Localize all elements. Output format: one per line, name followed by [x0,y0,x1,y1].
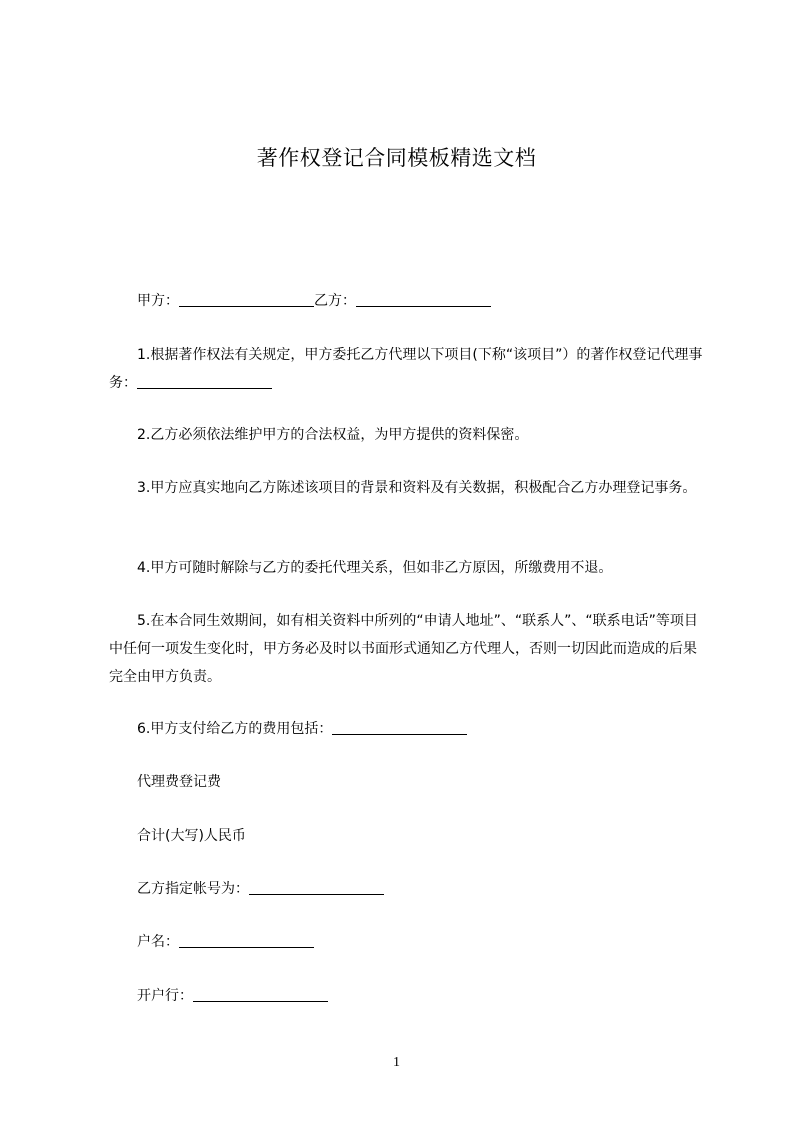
fees-line: 代理费登记费 [137,774,221,790]
total-line: 合计(大写)人民币 [137,828,246,844]
clause-5: 5.在本合同生效期间，如有相关资料中所列的“申请人地址”、“联系人”、“联系电话”等项目中任何一项发生变化时，甲方务必及时以书面形式通知乙方代理人，否则一切因此而造成的后果完全由甲方负责。 [109,613,698,685]
party-b-blank [356,290,491,307]
clause-6-blank [332,718,467,735]
bank-line [109,982,703,1010]
clause-6-text: 6.甲方支付给乙方的费用包括： [137,721,333,737]
party-a-blank [179,290,314,307]
account-name-line [109,928,703,956]
clause-2: 2.乙方必须依法维护甲方的合法权益，为甲方提供的资料保密。 [137,427,529,443]
account-line [109,875,703,903]
party-b-label: 乙方： [314,293,356,309]
clause-1-blank [137,372,272,389]
account-name-label: 户名： [137,934,179,950]
bank-blank [193,985,328,1002]
page-number: 1 [393,1055,400,1070]
clause-1 [109,341,703,397]
account-label: 乙方指定帐号为： [137,881,249,897]
clause-6 [109,715,703,743]
document-title: 著作权登记合同模板精选文档 [256,146,537,170]
bank-label: 开户行： [137,988,193,1004]
party-a-label: 甲方： [137,293,179,309]
account-name-blank [179,931,314,948]
clause-3: 3.甲方应真实地向乙方陈述该项目的背景和资料及有关数据，积极配合乙方办理登记事务。 [137,480,697,496]
account-blank [249,878,384,895]
parties-line [109,287,703,315]
clause-4: 4.甲方可随时解除与乙方的委托代理关系，但如非乙方原因，所缴费用不退。 [137,560,613,576]
clause-1-text: 1.根据著作权法有关规定，甲方委托乙方代理以下项目(下称“该项目”）的著作权登记代理事务： [109,347,703,391]
